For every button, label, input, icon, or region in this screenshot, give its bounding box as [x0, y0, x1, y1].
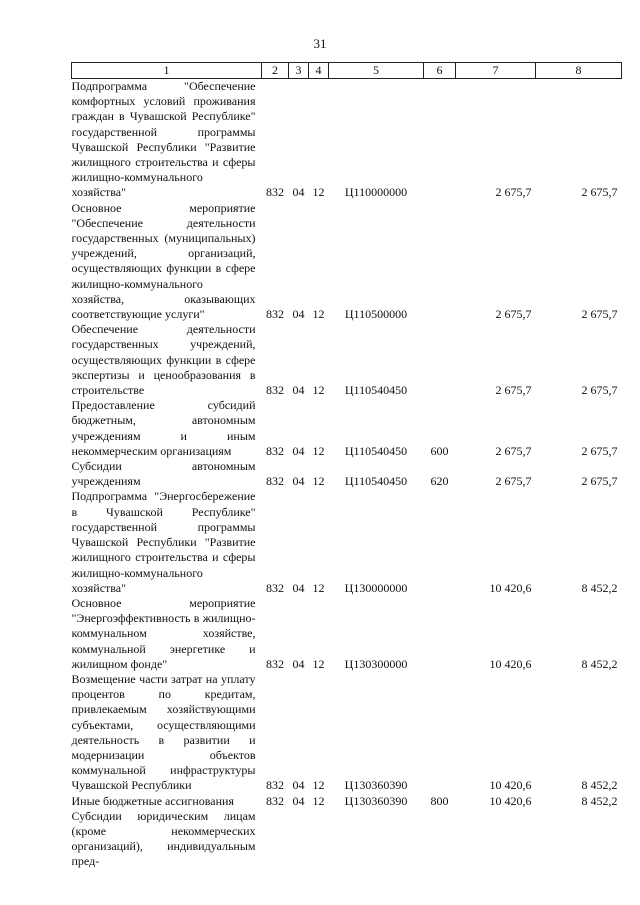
row-description: Подпрограмма "Обеспечение комфортных условий проживания граждан в Чувашской Республике" государственной программы Чувашской Республики "Развитие жилищного строительства и сферы жилищно-коммунального хозяйства" [71, 79, 256, 200]
amount-2023: 8 452,2 [581, 778, 618, 793]
amount-2023: 8 452,2 [581, 793, 618, 808]
section-code: 04 [292, 580, 305, 595]
subsection-code: 12 [312, 656, 325, 671]
header-row [72, 63, 622, 79]
amount-2022: 10 420,6 [489, 656, 532, 671]
row-description: Иные бюджетные ассигнования [71, 793, 234, 808]
section-code: 04 [292, 474, 305, 489]
row-description: Обеспечение деятельности государственных учреждений, осуществляющих функции в сфере экспертизы и ценообразования в строительстве [71, 322, 256, 398]
table-row [72, 809, 622, 870]
expense-type-code [424, 79, 456, 201]
amount-2022: 2 675,7 [495, 383, 532, 398]
expense-type-code [424, 672, 456, 794]
target-item-code: Ц130360390 [344, 793, 408, 808]
col-header: 1 [72, 63, 262, 79]
table-row [72, 794, 622, 809]
amount-2023: 2 675,7 [581, 443, 618, 458]
ministry-code: 832 [266, 307, 284, 322]
col-header: 7 [456, 63, 536, 79]
target-item-code: Ц110540450 [344, 383, 408, 398]
subsection-code: 12 [312, 383, 325, 398]
amount-2023: 8 452,2 [581, 580, 618, 595]
subsection-code: 12 [312, 443, 325, 458]
amount-2022: 10 420,6 [489, 793, 532, 808]
ministry-code: 832 [266, 580, 284, 595]
section-code: 04 [292, 383, 305, 398]
col-header: 2 [262, 63, 289, 79]
target-item-code: Ц130360390 [344, 778, 408, 793]
expense-type-code [424, 596, 456, 672]
target-item-code: Ц110540450 [344, 474, 408, 489]
row-description: Основное мероприятие "Энергоэффективность в жилищно-коммунальном хозяйстве, коммунальной энергетике и жилищном фонде" [71, 595, 256, 671]
amount-2022: 2 675,7 [495, 443, 532, 458]
row-description: Субсидии юридическим лицам (кроме некоммерческих организаций), индивидуальным пред- [71, 808, 256, 869]
subsection-code: 12 [312, 793, 325, 808]
section-code: 04 [292, 793, 305, 808]
expense-type-code [424, 809, 456, 870]
table-row [72, 489, 622, 595]
amount-2023: 8 452,2 [581, 656, 618, 671]
expense-type-code [424, 489, 456, 595]
subsection-code: 12 [312, 307, 325, 322]
target-item-code: Ц110000000 [344, 185, 408, 200]
section-code: 04 [292, 307, 305, 322]
table-row [72, 596, 622, 672]
page-number: 31 [313, 36, 327, 51]
section-code: 04 [292, 443, 305, 458]
expense-type-code: 800 [430, 793, 449, 808]
expense-type-code: 620 [430, 474, 449, 489]
table-row [72, 79, 622, 201]
col-header: 6 [424, 63, 456, 79]
amount-2022: 10 420,6 [489, 778, 532, 793]
ministry-code: 832 [266, 185, 284, 200]
amount-2022: 2 675,7 [495, 307, 532, 322]
table-row [72, 672, 622, 794]
section-code: 04 [292, 778, 305, 793]
amount-2022: 2 675,7 [495, 185, 532, 200]
amount-2022: 10 420,6 [489, 580, 532, 595]
target-item-code: Ц130000000 [344, 580, 408, 595]
amount-2023: 2 675,7 [581, 185, 618, 200]
ministry-code: 832 [266, 656, 284, 671]
section-code: 04 [292, 185, 305, 200]
section-code [289, 809, 309, 870]
col-header: 8 [536, 63, 622, 79]
ministry-code: 832 [266, 443, 284, 458]
subsection-code: 12 [312, 778, 325, 793]
row-description: Основное мероприятие "Обеспечение деятельности государственных (муниципальных) учреждений, организаций, осуществляющих функции в сфере жилищно-коммунального хозяйства, оказывающих соответствующие услуги" [71, 200, 256, 322]
amount-2023 [536, 809, 622, 870]
col-header: 5 [329, 63, 424, 79]
row-description: Подпрограмма "Энергосбережение в Чувашской Республике" государственной программы Чувашской Республики "Развитие жилищного строительства и сферы жилищно-коммунального хозяйства" [71, 489, 256, 595]
table-row [72, 398, 622, 459]
ministry-code: 832 [266, 383, 284, 398]
amount-2022: 2 675,7 [495, 474, 532, 489]
col-header: 4 [309, 63, 329, 79]
target-item-code: Ц110540450 [344, 443, 408, 458]
amount-2022 [456, 809, 536, 870]
subsection-code [309, 809, 329, 870]
row-description: Возмещение части затрат на уплату процентов по кредитам, привлекаемым хозяйствующими субъектами, осуществляющими деятельность в развитии и модернизации объектов коммунальной инфраструктуры Чувашской Республики [71, 671, 256, 793]
target-item-code: Ц110500000 [344, 307, 408, 322]
budget-table [71, 62, 622, 870]
section-code: 04 [292, 656, 305, 671]
table-row [72, 459, 622, 489]
target-item-code [329, 809, 424, 870]
expense-type-code [424, 201, 456, 323]
amount-2023: 2 675,7 [581, 383, 618, 398]
col-header: 3 [289, 63, 309, 79]
subsection-code: 12 [312, 580, 325, 595]
ministry-code [262, 809, 289, 870]
row-description: Субсидии автономным учреждениям [71, 459, 256, 489]
expense-type-code: 600 [430, 443, 449, 458]
ministry-code: 832 [266, 778, 284, 793]
ministry-code: 832 [266, 474, 284, 489]
subsection-code: 12 [312, 474, 325, 489]
table-row [72, 322, 622, 398]
expense-type-code [424, 322, 456, 398]
subsection-code: 12 [312, 185, 325, 200]
ministry-code: 832 [266, 793, 284, 808]
table-row [72, 201, 622, 323]
row-description: Предоставление субсидий бюджетным, автономным учреждениям и иным некоммерческим организациям [71, 398, 256, 458]
amount-2023: 2 675,7 [581, 307, 618, 322]
amount-2023: 2 675,7 [581, 474, 618, 489]
target-item-code: Ц130300000 [344, 656, 408, 671]
